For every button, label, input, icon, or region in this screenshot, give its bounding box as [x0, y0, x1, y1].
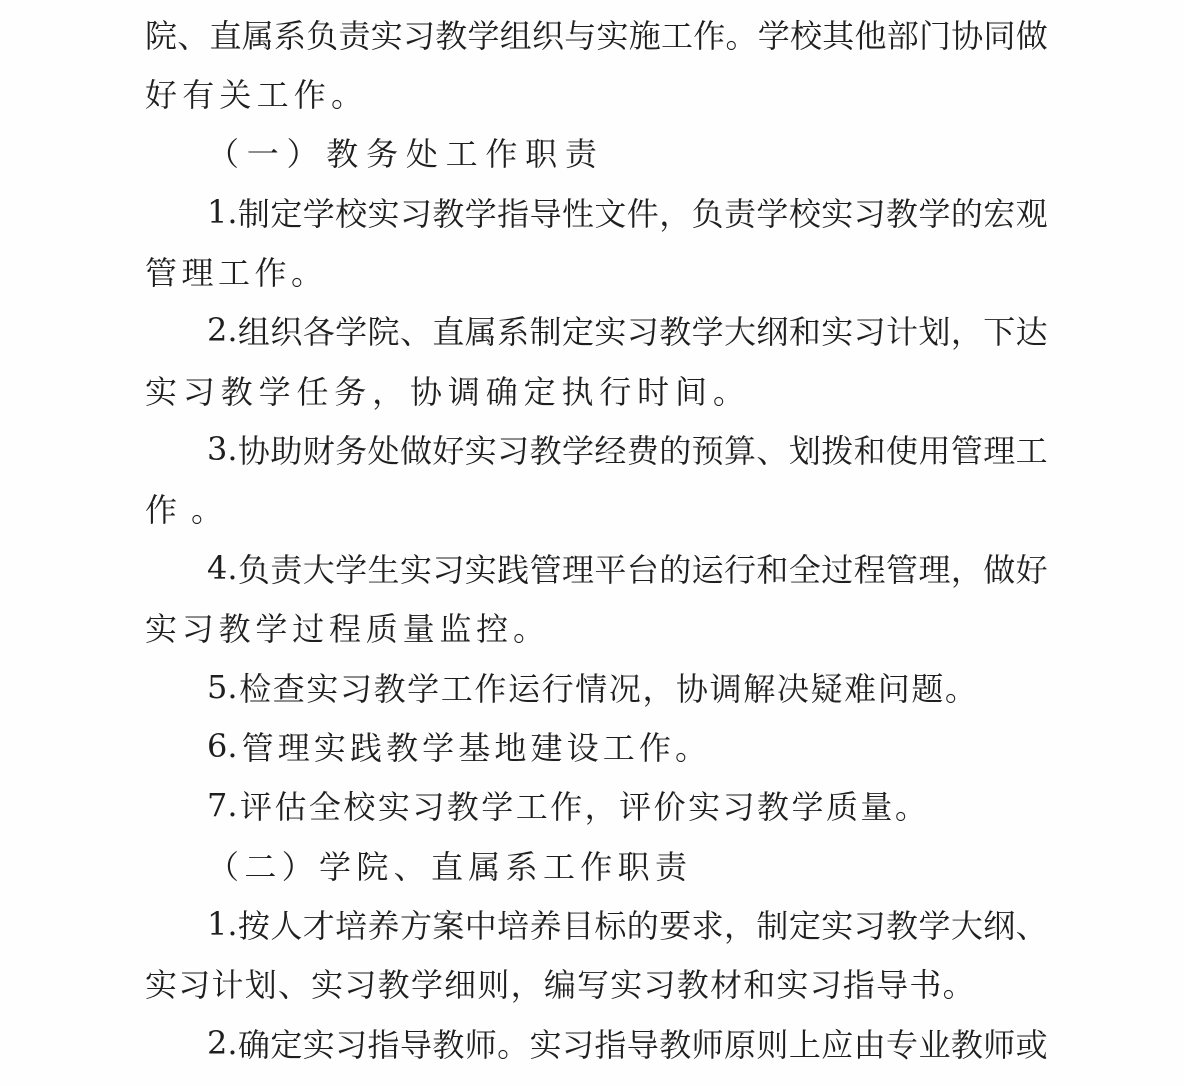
text-line-4: 1. 制 定 学 校 实 习 教 学 指 导 性 文 件 ， 负 责 学 校 实 习 教 学 的 宏 观: [207, 192, 1048, 233]
text-line-5: 管 理 工 作 。: [145, 254, 323, 293]
text-line-2: 好 有 关 工 作 。: [145, 76, 363, 115]
text-line-3: （ 一 ） 教 务 处 工 作 职 责: [207, 135, 597, 174]
text-line-11: 实 习 教 学 过 程 质 量 监 控 。: [145, 610, 545, 649]
text-line-14: 7. 评 估 全 校 实 习 教 学 工 作 ， 评 价 实 习 教 学 质 量 。: [207, 786, 927, 827]
text-line-9: 作 。: [145, 491, 223, 530]
text-line-7: 实 习 教 学 任 务 ， 协 调 确 定 执 行 时 间 。: [145, 372, 745, 411]
text-line-16: 1. 按 人 才 培 养 方 案 中 培 养 目 标 的 要 求 ， 制 定 实 习 教 学 大 纲 、: [207, 904, 1048, 945]
text-line-17: 实 习 计 划 、 实 习 教 学 细 则 ， 编 写 实 习 教 材 和 实 习 指 导 书 。: [145, 966, 975, 1005]
text-line-10: 4. 负 责 大 学 生 实 习 实 践 管 理 平 台 的 运 行 和 全 过 程 管 理 ， 做 好: [207, 548, 1048, 589]
text-line-6: 2. 组 织 各 学 院 、 直 属 系 制 定 实 习 教 学 大 纲 和 实 习 计 划 ， 下 达: [207, 311, 1048, 352]
text-line-15: （ 二 ） 学 院 、 直 属 系 工 作 职 责: [207, 847, 687, 886]
text-line-12: 5. 检 查 实 习 教 学 工 作 运 行 情 况 ， 协 调 解 决 疑 难 问 题 。: [207, 667, 977, 708]
text-line-8: 3. 协 助 财 务 处 做 好 实 习 教 学 经 费 的 预 算 、 划 拨 和 使 用 管 理 工: [207, 430, 1048, 471]
text-line-18: 2. 确 定 实 习 指 导 教 师 。 实 习 指 导 教 师 原 则 上 应 由 专 业 教 师 或: [207, 1023, 1048, 1064]
text-line-1: 院 、 直 属 系 负 责 实 习 教 学 组 织 与 实 施 工 作 。 学 校 其 他 部 门 协 同 做: [145, 16, 1048, 55]
text-line-13: 6. 管 理 实 践 教 学 基 地 建 设 工 作 。: [207, 726, 707, 767]
